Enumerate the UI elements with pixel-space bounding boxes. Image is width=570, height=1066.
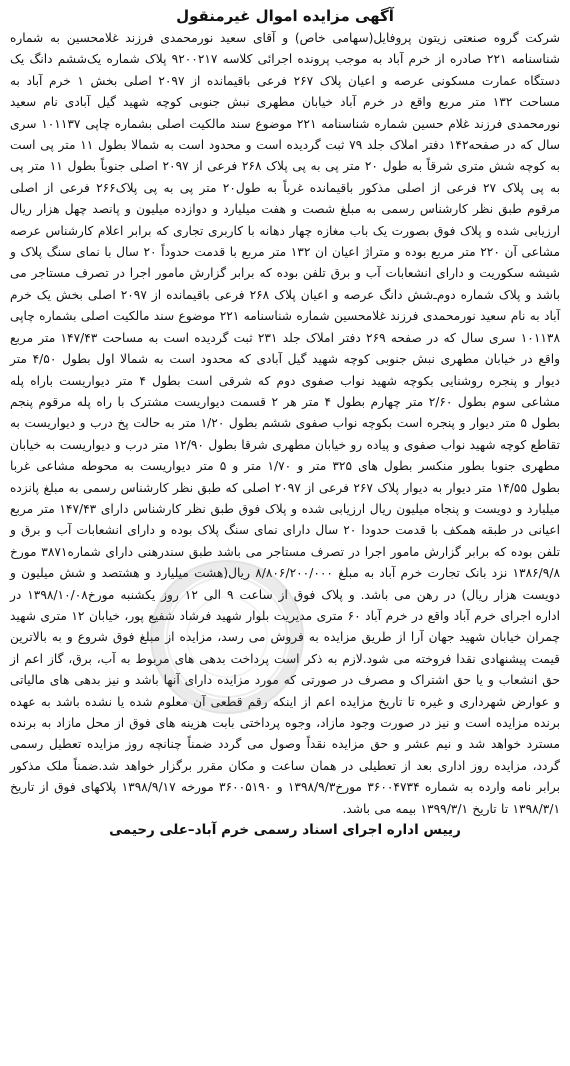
notice-signature: رییس اداره اجرای اسناد رسمی خرم آباد–علی رحیمی <box>109 822 461 839</box>
notice-title: آگهی مزایده اموال غیرمنقول <box>176 7 394 25</box>
notice-body: شرکت گروه صنعتی زیتون پروفایل(سهامی خاص) و آقای سعید نورمحمدی فرزند غلامحسین به شماره شناسنامه ۲۲۱ صادره از خرم آباد به موجب پرونده اجرائی کلاسه ۹۲۰۰۲۱۷ پلاک شماره یک‌ششم دانگ یک دستگاه عمارت مسکونی عرصه و اعیان پلاک ۲۶۷ فرعی باقیمانده از ۲۰۹۷ اصلی بخش ۱ خرم آباد به مساحت ۱۳۲ متر مربع واقع در خرم آباد خیابان مطهری نبش جنوبی کوچه شهید گیل آبادی نام سعید نورمحمدی فرزند غلام حسین شماره شناسنامه ۲۲۱ موضوع سند مالکیت اصلی بشماره چاپی ۱۰۱۱۳۷ سری سال که در صفحه۱۴۲ دفتر املاک جلد ۷۹ ثبت گردیده است و محدود است به شمالا بطول ۱۱ متر پی است به کوچه شش متری شرقاً به طول ۲۰ متر پی به پی پلاک ۲۶۸ فرعی از ۲۰۹۷ اصلی جنوباً بطول ۱۱ متر پی به پی پلاک ۲۷ فرعی از اصلی مذکور باقیمانده غرباً به طول۲۰ متر پی به پی پلاک۲۶۶ فرعی از اصلی مرقوم طبق نظر کارشناس رسمی به مبلغ شصت و هفت میلیارد و دوازده میلیون و پانصد چهل هزار ریال ارزیابی شده و پلاک فوق بصورت یک باب مغازه چهار دهانه با کاربری تجاری که برابر اعلام کارشناس عرصه مشاعی آن ۲۲۰ متر مربع بوده و متراژ اعیان ان ۱۳۲ متر مربع با قدمت حدوداً ۲۰ سال با نمای سنگ پلاک و شیشه سکوریت و دارای انشعابات آب و برق تلفن بوده که برابر گزارش مامور اجرا در تصرف مستاجر می باشد و پلاک شماره دوم‌ـ‌شش دانگ عرصه و اعیان پلاک ۲۶۸ فرعی باقیمانده از ۲۰۹۷ اصلی بخش یک خرم آباد به نام سعید نورمحمدی فرزند غلامحسین شماره شناسنامه ۲۲۱ موضوع سند مالکیت اصلی بشماره چاپی ۱۰۱۱۳۸ سری سال که در صفحه ۲۶۹ دفتر املاک جلد ۲۳۱ ثبت گردیده است به مساحت ۱۴۷/۴۳ متر مربع واقع در خیابان مطهری نبش جنوبی کوچه شهید گیل آبادی که محدود است به شمالا اول بطول ۴/۵۰ متر دیوار و پنجره روشنایی بکوچه شهید نواب صفوی دوم که شرقی است بطول ۴ متر دیواریست باراه پله مشاعی سوم بطول ۲/۶۰ متر چهارم بطول ۴ متر هر ۲ قسمت دیواریست مشترک با راه پله مرقوم پنجم بطول ۵ متر دیوار و پنجره است بکوچه نواب صفوی ششم بطول ۱/۲۰ متر به حالت پخ درب و دیواریست به تقاطع کوچه شهید نواب صفوی و پیاده رو خیابان مطهری شرقا بطول ۱۲/۹۰ متر درب و دیواریست به خیابان مطهری جنوبا بطور منکسر بطول های ۳۲۵ متر و ۱/۷۰ متر و ۵ متر دیواریست به محوطه مشاعی غربا بطول ۱۴/۵۵ متر دیوار به دیوار پلاک ۲۶۷ فرعی از ۲۰۹۷ اصلی که طبق نظر کارشناس رسمی به مبلغ پانزده میلیارد و دویست و پنجاه میلیون ریال ارزیابی شده و پلاک فوق طبق نظر کارشناس دارای ۱۴۷/۴۳ متر مربع اعیانی در طبقه همکف با قدمت حدودا ۲۰ سال دارای نمای سنگ پلاک بوده و دارای انشعابات آب و برق و تلفن بوده که برابر گزارش مامور اجرا در تصرف مستاجر می باشد طبق سندرهنی دارای شماره۳۸۷۱ مورخ ۱۳۸۶/۹/۸ نزد بانک تجارت خرم آباد به مبلغ ۸/۸۰۶/۲۰۰/۰۰۰ ریال(هشت میلیارد و هشتصد و شش میلیون و دویست هزار ریال) در رهن می باشد. و پلاک فوق از ساعت ۹ الی ۱۲ روز یکشنبه مورخ۱۳۹۸/۱۰/۰۸ در اداره اجرای خرم آباد واقع در خرم آباد ۶۰ متری مدیریت بلوار شهید فرشاد شفیع پور، خیابان ۱۲ متری شهید چمران خیابان شهید جهان آرا از طریق مزایده به فروش می رسد، مزایده از مبلغ فوق شروع و به بالاترین قیمت پیشنهادی نقدا فروخته می شود.لازم به ذکر است پرداخت بدهی های مربوط به آب، برق، گاز اعم از حق انشعاب و یا حق اشتراک و مصرف در صورتی که مورد مزایده دارای آنها باشد و نیز بدهی های مالیاتی و عوارض شهرداری و غیره تا تاریخ مزایده اعم از اینکه رقم قطعی آن معلوم شده یا نشده باشد به عهده برنده مزایده است و نیز در صورت وجود مازاد، وجوه پرداختی بابت هزینه های فوق از محل مازاد به برنده مسترد خواهد شد و نیم عشر و حق مزایده نقداً وصول می گردد ضمناً چنانچه روز مزایده تعطیل رسمی گردد، مزایده روز اداری بعد از تعطیلی در همان ساعت و مکان مقرر برگزار خواهد شد.ضمناً ملک مذکور برابر نامه وارده به شماره ۳۶۰۰۴۷۳۴ مورخ۱۳۹۸/۹/۳ و ۳۶۰۰۵۱۹۰ مورخه ۱۳۹۸/۹/۱۷ پلاکهای فوق از تاریخ ۱۳۹۸/۳/۱ تا تاریخ ۱۳۹۹/۳/۱ بیمه می باشد. <box>10 31 561 816</box>
